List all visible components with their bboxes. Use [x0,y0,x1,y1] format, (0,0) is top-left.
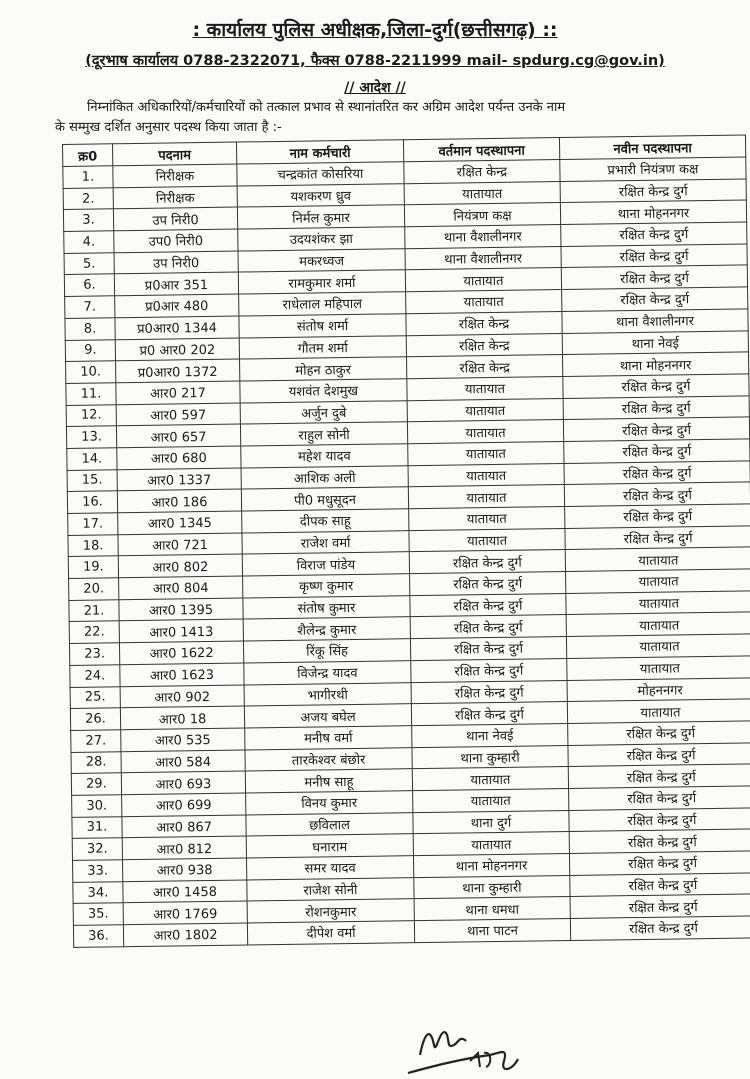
new-posting-cell: रक्षित केन्द्र दुर्ग [563,395,749,419]
serial-cell: 16. [67,491,117,513]
order-label: // आदेश // [344,80,406,96]
serial-cell: 26. [70,708,120,730]
designation-cell: निरीक्षक [113,186,237,209]
signature [400,1015,530,1079]
serial-cell: 4. [64,231,114,253]
new-posting-cell: रक्षित केन्द्र दुर्ग [564,482,750,506]
employee-name-cell: उदयशंकर झा [238,227,405,251]
new-posting-cell: रक्षित केन्द्र दुर्ग [562,287,748,311]
designation-cell: आर0 802 [118,554,242,577]
designation-cell: प्र0आर0 1344 [115,316,239,339]
designation-cell: आर0 804 [119,576,243,599]
serial-cell: 29. [71,773,121,795]
new-posting-cell: थाना मोहननगर [562,352,748,376]
employee-name-cell: चन्द्रकांत कोसरिया [237,162,404,186]
current-posting-cell: रक्षित केन्द्र दुर्ग [410,615,566,639]
employee-name-cell: विराज पांडेय [242,552,409,576]
employee-name-cell: छविलाल [246,812,413,836]
new-posting-cell: थाना वैशालीनगर [562,309,748,333]
serial-cell: 32. [72,838,122,860]
serial-cell: 7. [65,296,115,318]
employee-name-cell: भागीरथी [244,682,411,706]
new-posting-cell: यातायात [566,634,750,658]
employee-name-cell: गौतम शर्मा [239,335,406,359]
new-posting-cell: प्रभारी नियंत्रण कक्ष [560,157,746,181]
new-posting-cell: यातायात [567,656,750,680]
new-posting-cell: यातायात [567,699,750,723]
employee-name-cell: तारकेश्वर बंछोर [245,747,412,771]
employee-name-cell: दीपक साहू [242,509,409,533]
designation-cell: आर0 812 [122,836,246,859]
header-current-posting: वर्तमान पदस्थापना [403,138,559,162]
designation-cell: उप निरी0 [113,207,237,230]
designation-cell: आर0 1337 [117,468,241,491]
designation-cell: आर0 1413 [119,619,243,642]
header-employee-name: नाम कर्मचारी [236,140,403,164]
serial-cell: 33. [73,860,123,882]
new-posting-cell: रक्षित केन्द्र दुर्ग [569,808,750,832]
current-posting-cell: रक्षित केन्द्र दुर्ग [410,637,566,661]
employee-name-cell: कृष्ण कुमार [243,574,410,598]
new-posting-cell: रक्षित केन्द्र दुर्ग [560,179,746,203]
serial-cell: 31. [72,816,122,838]
transfer-table [62,134,750,947]
serial-cell: 8. [65,318,115,340]
designation-cell: निरीक्षक [113,164,237,187]
designation-cell: आर0 535 [121,728,245,751]
serial-cell: 1. [63,166,113,188]
current-posting-cell: यातायात [409,507,565,531]
serial-cell: 10. [66,361,116,383]
designation-cell: आर0 938 [122,858,246,881]
current-posting-cell: थाना दुर्ग [413,810,569,834]
current-posting-cell: यातायात [407,398,563,422]
table-body [63,157,750,947]
new-posting-cell: रक्षित केन्द्र दुर्ग [569,786,750,810]
serial-cell: 20. [69,578,119,600]
new-posting-cell: थाना नेवई [562,330,748,354]
current-posting-cell: थाना नेवई [412,723,568,747]
current-posting-cell: यातायात [413,832,569,856]
serial-cell: 24. [70,665,120,687]
serial-cell: 30. [72,795,122,817]
current-posting-cell: थाना मोहननगर [413,853,569,877]
current-posting-cell: यातायात [408,463,564,487]
serial-cell: 23. [69,643,119,665]
header-serial: क्र0 [63,144,113,167]
designation-cell: आर0 18 [120,706,244,729]
current-posting-cell: रक्षित केन्द्र दुर्ग [411,680,567,704]
designation-cell: आर0 584 [121,750,245,773]
new-posting-cell: रक्षित केन्द्र दुर्ग [561,244,747,268]
employee-name-cell: विनय कुमार [246,791,413,815]
current-posting-cell: यातायात [412,767,568,791]
new-posting-cell: रक्षित केन्द्र दुर्ग [565,504,750,528]
current-posting-cell: थाना कुम्हारी [412,745,568,769]
current-posting-cell: रक्षित केन्द्र दुर्ग [411,658,567,682]
employee-name-cell: राजेश सोनी [247,877,414,901]
employee-name-cell: विजेन्द्र यादव [244,660,411,684]
designation-cell: आर0 1769 [123,901,247,924]
new-posting-cell: रक्षित केन्द्र दुर्ग [569,851,750,875]
employee-name-cell: संतोष शर्मा [239,314,406,338]
designation-cell: आर0 680 [117,446,241,469]
designation-cell: आर0 1802 [123,923,247,946]
current-posting-cell: यातायात [413,788,569,812]
header-designation: पदनाम [113,142,237,166]
intro-paragraph [55,98,720,138]
serial-cell: 14. [67,448,117,470]
new-posting-cell: थाना मोहननगर [560,200,746,224]
designation-cell: आर0 1623 [120,663,244,686]
employee-name-cell: महेश यादव [241,444,408,468]
employee-name-cell: यशकरण ध्रुव [237,183,404,207]
new-posting-cell: रक्षित केन्द्र दुर्ग [564,461,750,485]
new-posting-cell: रक्षित केन्द्र दुर्ग [570,894,750,918]
employee-name-cell: मनीष वर्मा [245,726,412,750]
designation-cell: आर0 186 [117,489,241,512]
serial-cell: 27. [71,730,121,752]
serial-cell: 11. [66,383,116,405]
serial-cell: 13. [66,426,116,448]
serial-cell: 35. [73,903,123,925]
designation-cell: आर0 597 [116,403,240,426]
current-posting-cell: रक्षित केन्द्र [406,333,562,357]
serial-cell: 2. [63,187,113,209]
current-posting-cell: यातायात [405,268,561,292]
designation-cell: आर0 1345 [118,511,242,534]
designation-cell: आर0 693 [121,771,245,794]
serial-cell: 22. [69,621,119,643]
designation-cell: आर0 699 [122,793,246,816]
new-posting-cell: रक्षित केन्द्र दुर्ग [563,417,749,441]
designation-cell: उप निरी0 [114,251,238,274]
current-posting-cell: यातायात [406,290,562,314]
current-posting-cell: रक्षित केन्द्र दुर्ग [409,550,565,574]
serial-cell: 19. [68,556,118,578]
current-posting-cell: रक्षित केन्द्र दुर्ग [410,572,566,596]
current-posting-cell: यातायात [407,420,563,444]
serial-cell: 9. [65,339,115,361]
new-posting-cell: रक्षित केन्द्र दुर्ग [563,374,749,398]
designation-cell: आर0 657 [116,424,240,447]
employee-name-cell: अर्जुन दुबे [240,400,407,424]
designation-cell: प्र0आर 480 [115,294,239,317]
employee-name-cell: आशिक अली [241,465,408,489]
employee-name-cell: राधेलाल महिपाल [239,292,406,316]
current-posting-cell: यातायात [409,528,565,552]
new-posting-cell: रक्षित केन्द्र दुर्ग [565,526,750,550]
new-posting-cell: यातायात [566,612,750,636]
new-posting-cell: रक्षित केन्द्र दुर्ग [561,222,747,246]
intro-line-1: निम्नांकित अधिकारियों/कर्मचारियों को तत्काल प्रभाव से स्थानांतरित कर अग्रिम आदेश पर्यन्त उनके नाम [87,100,566,115]
new-posting-cell: रक्षित केन्द्र दुर्ग [561,265,747,289]
contact-line: (दूरभाष कार्यालय 0788-2322071, फैक्स 0788-2211999 mail- spdurg.cg@gov.in) [85,53,665,69]
current-posting-cell: थाना वैशालीनगर [405,225,561,249]
current-posting-cell: थाना कुम्हारी [414,875,570,899]
employee-name-cell: मोहन ठाकुर [240,357,407,381]
designation-cell: प्र0आर0 1372 [116,359,240,382]
serial-cell: 3. [63,209,113,231]
serial-cell: 17. [68,513,118,535]
current-posting-cell: यातायात [407,376,563,400]
current-posting-cell: रक्षित केन्द्र [404,160,560,184]
employee-name-cell: अजय बघेल [244,704,411,728]
serial-cell: 5. [64,253,114,275]
new-posting-cell: यातायात [565,547,750,571]
current-posting-cell: यातायात [408,441,564,465]
serial-cell: 25. [70,686,120,708]
designation-cell: उप0 निरी0 [114,229,238,252]
employee-name-cell: राहुल सोनी [240,422,407,446]
new-posting-cell: रक्षित केन्द्र दुर्ग [570,873,750,897]
new-posting-cell: रक्षित केन्द्र दुर्ग [564,439,750,463]
new-posting-cell: रक्षित केन्द्र दुर्ग [568,721,750,745]
employee-name-cell: घनाराम [246,834,413,858]
designation-cell: प्र0आर 351 [114,272,238,295]
designation-cell: आर0 867 [122,815,246,838]
employee-name-cell: रिंकू सिंह [243,639,410,663]
current-posting-cell: रक्षित केन्द्र दुर्ग [410,593,566,617]
serial-cell: 34. [73,881,123,903]
employee-name-cell: शैलेन्द्र कुमार [243,617,410,641]
designation-cell: आर0 902 [120,685,244,708]
new-posting-cell: मोहननगर [567,677,750,701]
intro-line-2: के सम्मुख दर्शित अनुसार पदस्थ किया जाता है :- [55,120,282,135]
current-posting-cell: थाना पाटन [414,919,570,943]
designation-cell: प्र0 आर0 202 [115,338,239,361]
employee-name-cell: मनीष साहू [245,769,412,793]
designation-cell: आर0 217 [116,381,240,404]
new-posting-cell: रक्षित केन्द्र दुर्ग [569,829,750,853]
current-posting-cell: थाना वैशालीनगर [405,246,561,270]
current-posting-cell: रक्षित केन्द्र दुर्ग [411,702,567,726]
new-posting-cell: यातायात [566,591,750,615]
employee-name-cell: रामकुमार शर्मा [238,270,405,294]
current-posting-cell: थाना धमधा [414,897,570,921]
new-posting-cell: यातायात [566,569,750,593]
current-posting-cell: रक्षित केन्द्र [406,311,562,335]
employee-name-cell: समर यादव [246,856,413,880]
header-new-posting: नवीन पदस्थापना [559,135,745,160]
new-posting-cell: रक्षित केन्द्र दुर्ग [570,916,750,940]
new-posting-cell: रक्षित केन्द्र दुर्ग [568,742,750,766]
current-posting-cell: नियंत्रण कक्ष [404,203,560,227]
employee-name-cell: निर्मल कुमार [237,205,404,229]
employee-name-cell: राजेश वर्मा [242,530,409,554]
serial-cell: 21. [69,600,119,622]
new-posting-cell: रक्षित केन्द्र दुर्ग [568,764,750,788]
designation-cell: आर0 721 [118,533,242,556]
current-posting-cell: यातायात [408,485,564,509]
employee-name-cell: दीपेश वर्मा [247,921,414,945]
employee-name-cell: यशवंत देशमुख [240,379,407,403]
serial-cell: 36. [73,925,123,947]
serial-cell: 15. [67,469,117,491]
current-posting-cell: यातायात [404,181,560,205]
designation-cell: आर0 1622 [119,641,243,664]
employee-name-cell: पी0 मधुसूदन [241,487,408,511]
employee-name-cell: मकरध्वज [238,248,405,272]
designation-cell: आर0 1395 [119,598,243,621]
employee-name-cell: संतोष कुमार [243,595,410,619]
serial-cell: 12. [66,404,116,426]
serial-cell: 28. [71,751,121,773]
serial-cell: 6. [64,274,114,296]
designation-cell: आर0 1458 [123,880,247,903]
current-posting-cell: रक्षित केन्द्र [407,355,563,379]
employee-name-cell: रोशनकुमार [247,899,414,923]
serial-cell: 18. [68,534,118,556]
office-title: : कार्यालय पुलिस अधीक्षक,जिला-दुर्ग(छत्तीसगढ़) :: [192,19,558,41]
